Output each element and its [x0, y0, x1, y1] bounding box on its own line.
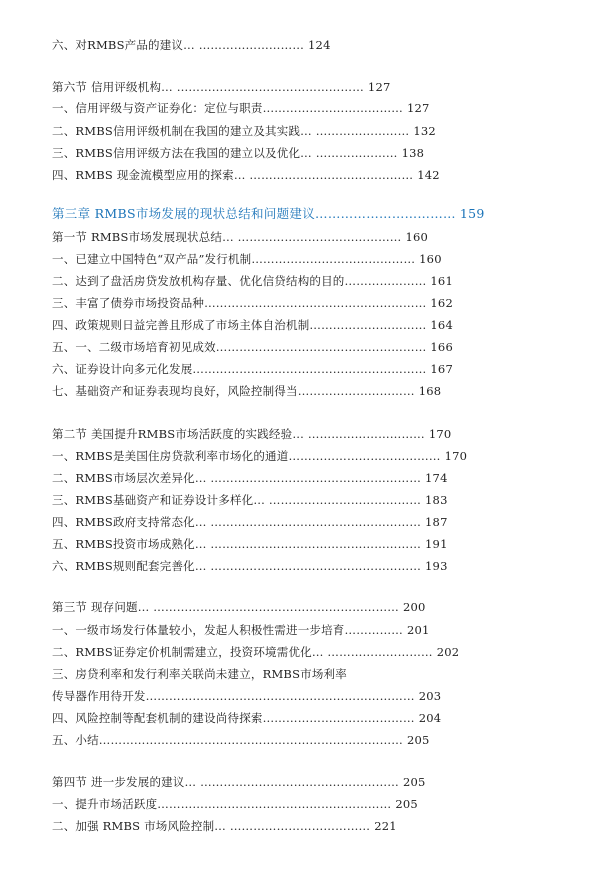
- toc-entry-page: 162: [430, 296, 453, 310]
- toc-entry-page: 205: [403, 775, 426, 789]
- toc-entry-text: 第一节 RMBS市场发展现状总结… ……………………………………: [52, 230, 402, 244]
- toc-entry: [52, 38, 331, 52]
- toc-entry: [52, 733, 430, 747]
- toc-entry-page: 170: [428, 427, 452, 441]
- toc-entry-text: 二、达到了盘活房贷发放机构存量、优化信贷结构的目的…………………: [52, 274, 427, 288]
- toc-entry-page: 203: [418, 689, 442, 703]
- toc-entry: [52, 168, 440, 182]
- toc-entry: [52, 623, 430, 637]
- toc-entry-text: 一、提升市场活跃度……………………………………………………: [52, 797, 392, 811]
- toc-entry: [52, 667, 351, 681]
- toc-entry-text: 传导器作用待开发……………………………………………………………: [52, 689, 415, 703]
- toc-entry-page: 183: [425, 493, 448, 507]
- toc-entry-page: 168: [418, 384, 442, 398]
- toc-entry-text: 六、证券设计向多元化发展……………………………………………………: [52, 362, 427, 376]
- toc-entry-page: 160: [419, 252, 442, 266]
- toc-section-heading: [52, 427, 451, 441]
- toc-entry-page: 124: [308, 38, 331, 52]
- toc-entry-page: 170: [444, 449, 468, 463]
- toc-entry: [52, 362, 453, 376]
- toc-entry: [52, 252, 442, 266]
- toc-entry-page: 138: [401, 146, 425, 160]
- toc-entry-text: 第三节 现存问题… ………………………………………………………: [52, 600, 400, 614]
- toc-entry-text: 一、信用评级与资产证券化：定位与职责………………………………: [52, 101, 403, 115]
- toc-entry-page: 160: [405, 230, 429, 244]
- toc-entry-page: 187: [425, 515, 448, 529]
- toc-entry-page: 221: [374, 819, 397, 833]
- toc-entry-page: 167: [430, 362, 453, 376]
- toc-entry-page: 200: [403, 600, 426, 614]
- toc-section-heading: [52, 80, 390, 94]
- toc-entry: [52, 819, 397, 833]
- toc-entry-page: 201: [407, 623, 430, 637]
- toc-entry-text: 四、RMBS政府支持常态化… ………………………………………………: [52, 515, 422, 529]
- toc-entry: [52, 340, 453, 354]
- toc-entry: [52, 146, 424, 160]
- toc-entry-text: 五、小结……………………………………………………………………: [52, 733, 403, 747]
- toc-entry: [52, 797, 418, 811]
- toc-entry-page: 202: [436, 645, 460, 659]
- toc-entry: [52, 471, 448, 485]
- toc-entry-page: 159: [459, 206, 485, 221]
- toc-entry-page: 142: [417, 168, 440, 182]
- toc-entry: [52, 124, 436, 138]
- toc-entry-page: 132: [413, 124, 436, 138]
- toc-entry: [52, 493, 448, 507]
- toc-entry-page: 127: [367, 80, 391, 94]
- toc-entry: [52, 645, 459, 659]
- toc-entry-text: 一、一级市场发行体量较小，发起人积极性需进一步培育……………: [52, 623, 403, 637]
- toc-entry-text: 五、一、二级市场培育初见成效………………………………………………: [52, 340, 427, 354]
- toc-entry-page: 161: [430, 274, 453, 288]
- toc-entry-page: 166: [430, 340, 453, 354]
- toc-entry-text: 第二节 美国提升RMBS市场活跃度的实践经验… …………………………: [52, 427, 425, 441]
- toc-entry: [52, 449, 467, 463]
- toc-entry: [52, 101, 430, 115]
- toc-entry-text: 第四节 进一步发展的建议… ……………………………………………: [52, 775, 400, 789]
- toc-entry: [52, 559, 448, 573]
- toc-entry: [52, 689, 441, 703]
- toc-entry-page: 204: [418, 711, 442, 725]
- toc-entry-text: 三、丰富了债券市场投资品种…………………………………………………: [52, 296, 427, 310]
- toc-entry-page: 193: [425, 559, 448, 573]
- toc-section-heading: [52, 775, 426, 789]
- toc-entry-page: 205: [407, 733, 430, 747]
- toc-entry-text: 二、加强 RMBS 市场风险控制… ………………………………: [52, 819, 371, 833]
- toc-entry-text: 第六节 信用评级机构… …………………………………………: [52, 80, 364, 94]
- toc-entry-page: 174: [425, 471, 448, 485]
- toc-entry-text: 四、政策规则日益完善且形成了市场主体自治机制…………………………: [52, 318, 427, 332]
- toc-entry-page: 191: [425, 537, 448, 551]
- toc-entry: [52, 318, 453, 332]
- toc-entry-text: 四、风险控制等配套机制的建设尚待探索…………………………………: [52, 711, 415, 725]
- toc-section-heading: [52, 230, 428, 244]
- toc-entry: [52, 274, 453, 288]
- toc-entry-text: 二、RMBS证券定价机制需建立，投资环境需优化… ………………………: [52, 645, 433, 659]
- toc-entry-text: 一、已建立中国特色“双产品”发行机制……………………………………: [52, 252, 416, 266]
- toc-entry: [52, 515, 448, 529]
- toc-entry: [52, 711, 441, 725]
- toc-entry: [52, 296, 453, 310]
- toc-entry-page: 164: [430, 318, 453, 332]
- toc-chapter-heading: [52, 207, 485, 221]
- toc-entry: [52, 537, 448, 551]
- toc-entry-text: 六、对RMBS产品的建议… ………………………: [52, 38, 305, 52]
- toc-entry-text: 一、RMBS是美国住房贷款利率市场化的通道…………………………………: [52, 449, 441, 463]
- toc-entry-text: 二、RMBS信用评级机制在我国的建立及其实践… ……………………: [52, 124, 410, 138]
- toc-entry-text: 第三章 RMBS市场发展的现状总结和问题建议……………………………: [52, 206, 456, 221]
- toc-entry-text: 二、RMBS市场层次差异化… ………………………………………………: [52, 471, 422, 485]
- toc-entry-text: 三、房贷利率和发行利率关联尚未建立，RMBS市场利率: [52, 667, 347, 681]
- toc-entry: [52, 384, 441, 398]
- toc-entry-page: 127: [407, 101, 430, 115]
- toc-entry-text: 五、RMBS投资市场成熟化… ………………………………………………: [52, 537, 422, 551]
- toc-entry-page: 205: [395, 797, 418, 811]
- toc-entry-text: 七、基础资产和证券表现均良好，风险控制得当…………………………: [52, 384, 415, 398]
- toc-section-heading: [52, 600, 426, 614]
- toc-entry-text: 三、RMBS信用评级方法在我国的建立以及优化… …………………: [52, 146, 398, 160]
- toc-entry-text: 四、RMBS 现金流模型应用的探索… ……………………………………: [52, 168, 414, 182]
- toc-entry-text: 三、RMBS基础资产和证券设计多样化… …………………………………: [52, 493, 422, 507]
- toc-entry-text: 六、RMBS规则配套完善化… ………………………………………………: [52, 559, 422, 573]
